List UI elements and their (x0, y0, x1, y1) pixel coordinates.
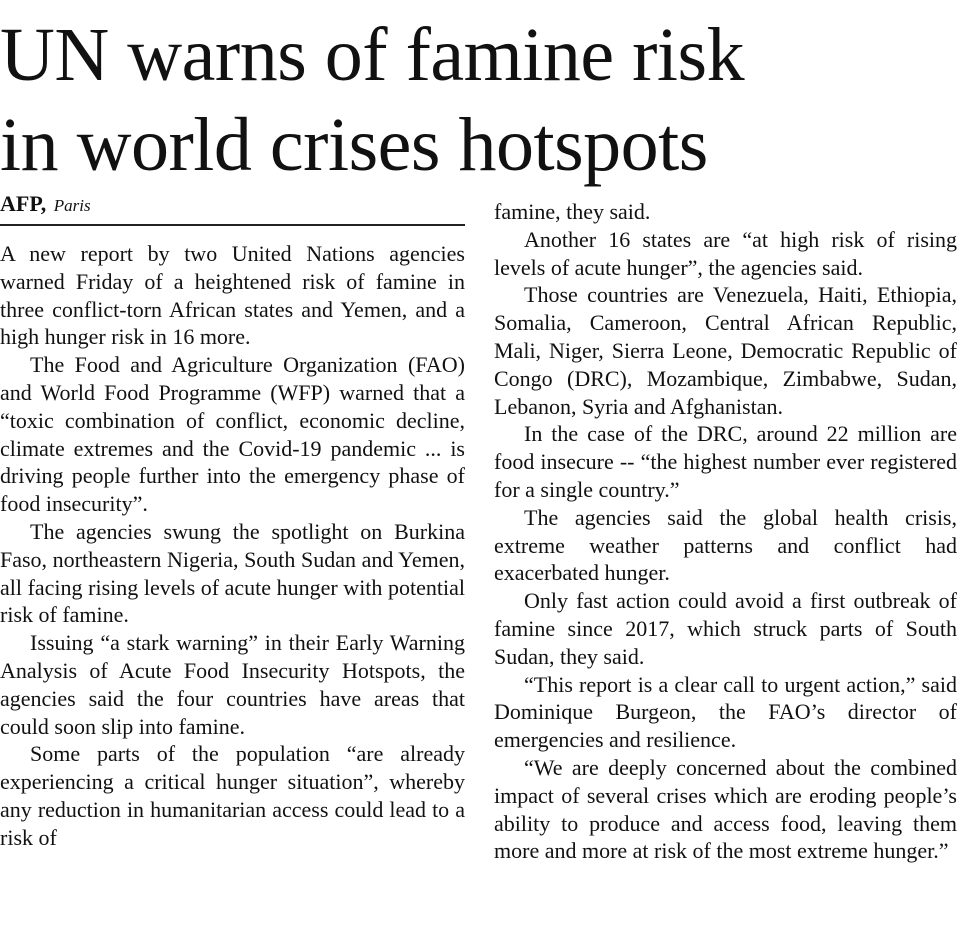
headline-line-2: in world crises hotspots (0, 103, 708, 187)
paragraph: The Food and Agriculture Organization (FAO) and World Food Programme (WFP) warned that a “toxic combination of conflict, economic decline, climate extremes and the Covid-19 pandemic ... is driving people further into the emergency phase of food insecurity”. (0, 352, 465, 517)
paragraph: The agencies swung the spotlight on Burkina Faso, northeastern Nigeria, South Sudan and Yemen, all facing rising levels of acute hunger with potential risk of famine. (0, 518, 465, 628)
paragraph: Those countries are Venezuela, Haiti, Ethiopia, Somalia, Cameroon, Central African Republic, Mali, Niger, Sierra Leone, Democratic Republic of Congo (DRC), Mozambique, Zimbabwe, Sudan, Lebanon, Syria and Afghanistan. (494, 282, 957, 419)
paragraph: Issuing “a stark warning” in their Early Warning Analysis of Acute Food Insecurity Hotspots, the agencies said the four countries have areas that could soon slip into famine. (0, 630, 465, 739)
byline-place: Paris (53, 196, 91, 215)
paragraph: Another 16 states are “at high risk of rising levels of acute hunger”, the agencies said. (494, 226, 957, 280)
article-column-right (494, 198, 957, 865)
paragraph: Only fast action could avoid a first outbreak of famine since 2017, which struck parts of South Sudan, they said. (494, 588, 957, 669)
byline-agency: AFP, (0, 191, 47, 216)
headline (0, 10, 957, 190)
paragraph: In the case of the DRC, around 22 million are food insecure -- “the highest number ever registered for a single country.” (494, 421, 957, 502)
headline-line-1: UN warns of famine risk (0, 13, 745, 97)
paragraph: The agencies said the global health crisis, extreme weather patterns and conflict had exacerbated hunger. (494, 504, 957, 586)
byline-divider (0, 224, 465, 226)
paragraph: “This report is a clear call to urgent action,” said Dominique Burgeon, the FAO’s director of emergencies and resilience. (494, 671, 957, 753)
byline (0, 188, 91, 220)
paragraph: A new report by two United Nations agencies warned Friday of a heightened risk of famine in three conflict-torn African states and Yemen, and a high hunger risk in 16 more. (0, 241, 465, 350)
paragraph-continued: famine, they said. (494, 199, 651, 224)
paragraph: Some parts of the population “are already experiencing a critical hunger situation”, whereby any reduction in humanitarian access could lead to a risk of (0, 741, 465, 850)
paragraph: “We are deeply concerned about the combined impact of several crises which are eroding people’s ability to produce and access food, leaving them more and more at risk of the most extreme hunger.” (494, 754, 957, 864)
article-column-left (0, 240, 465, 852)
